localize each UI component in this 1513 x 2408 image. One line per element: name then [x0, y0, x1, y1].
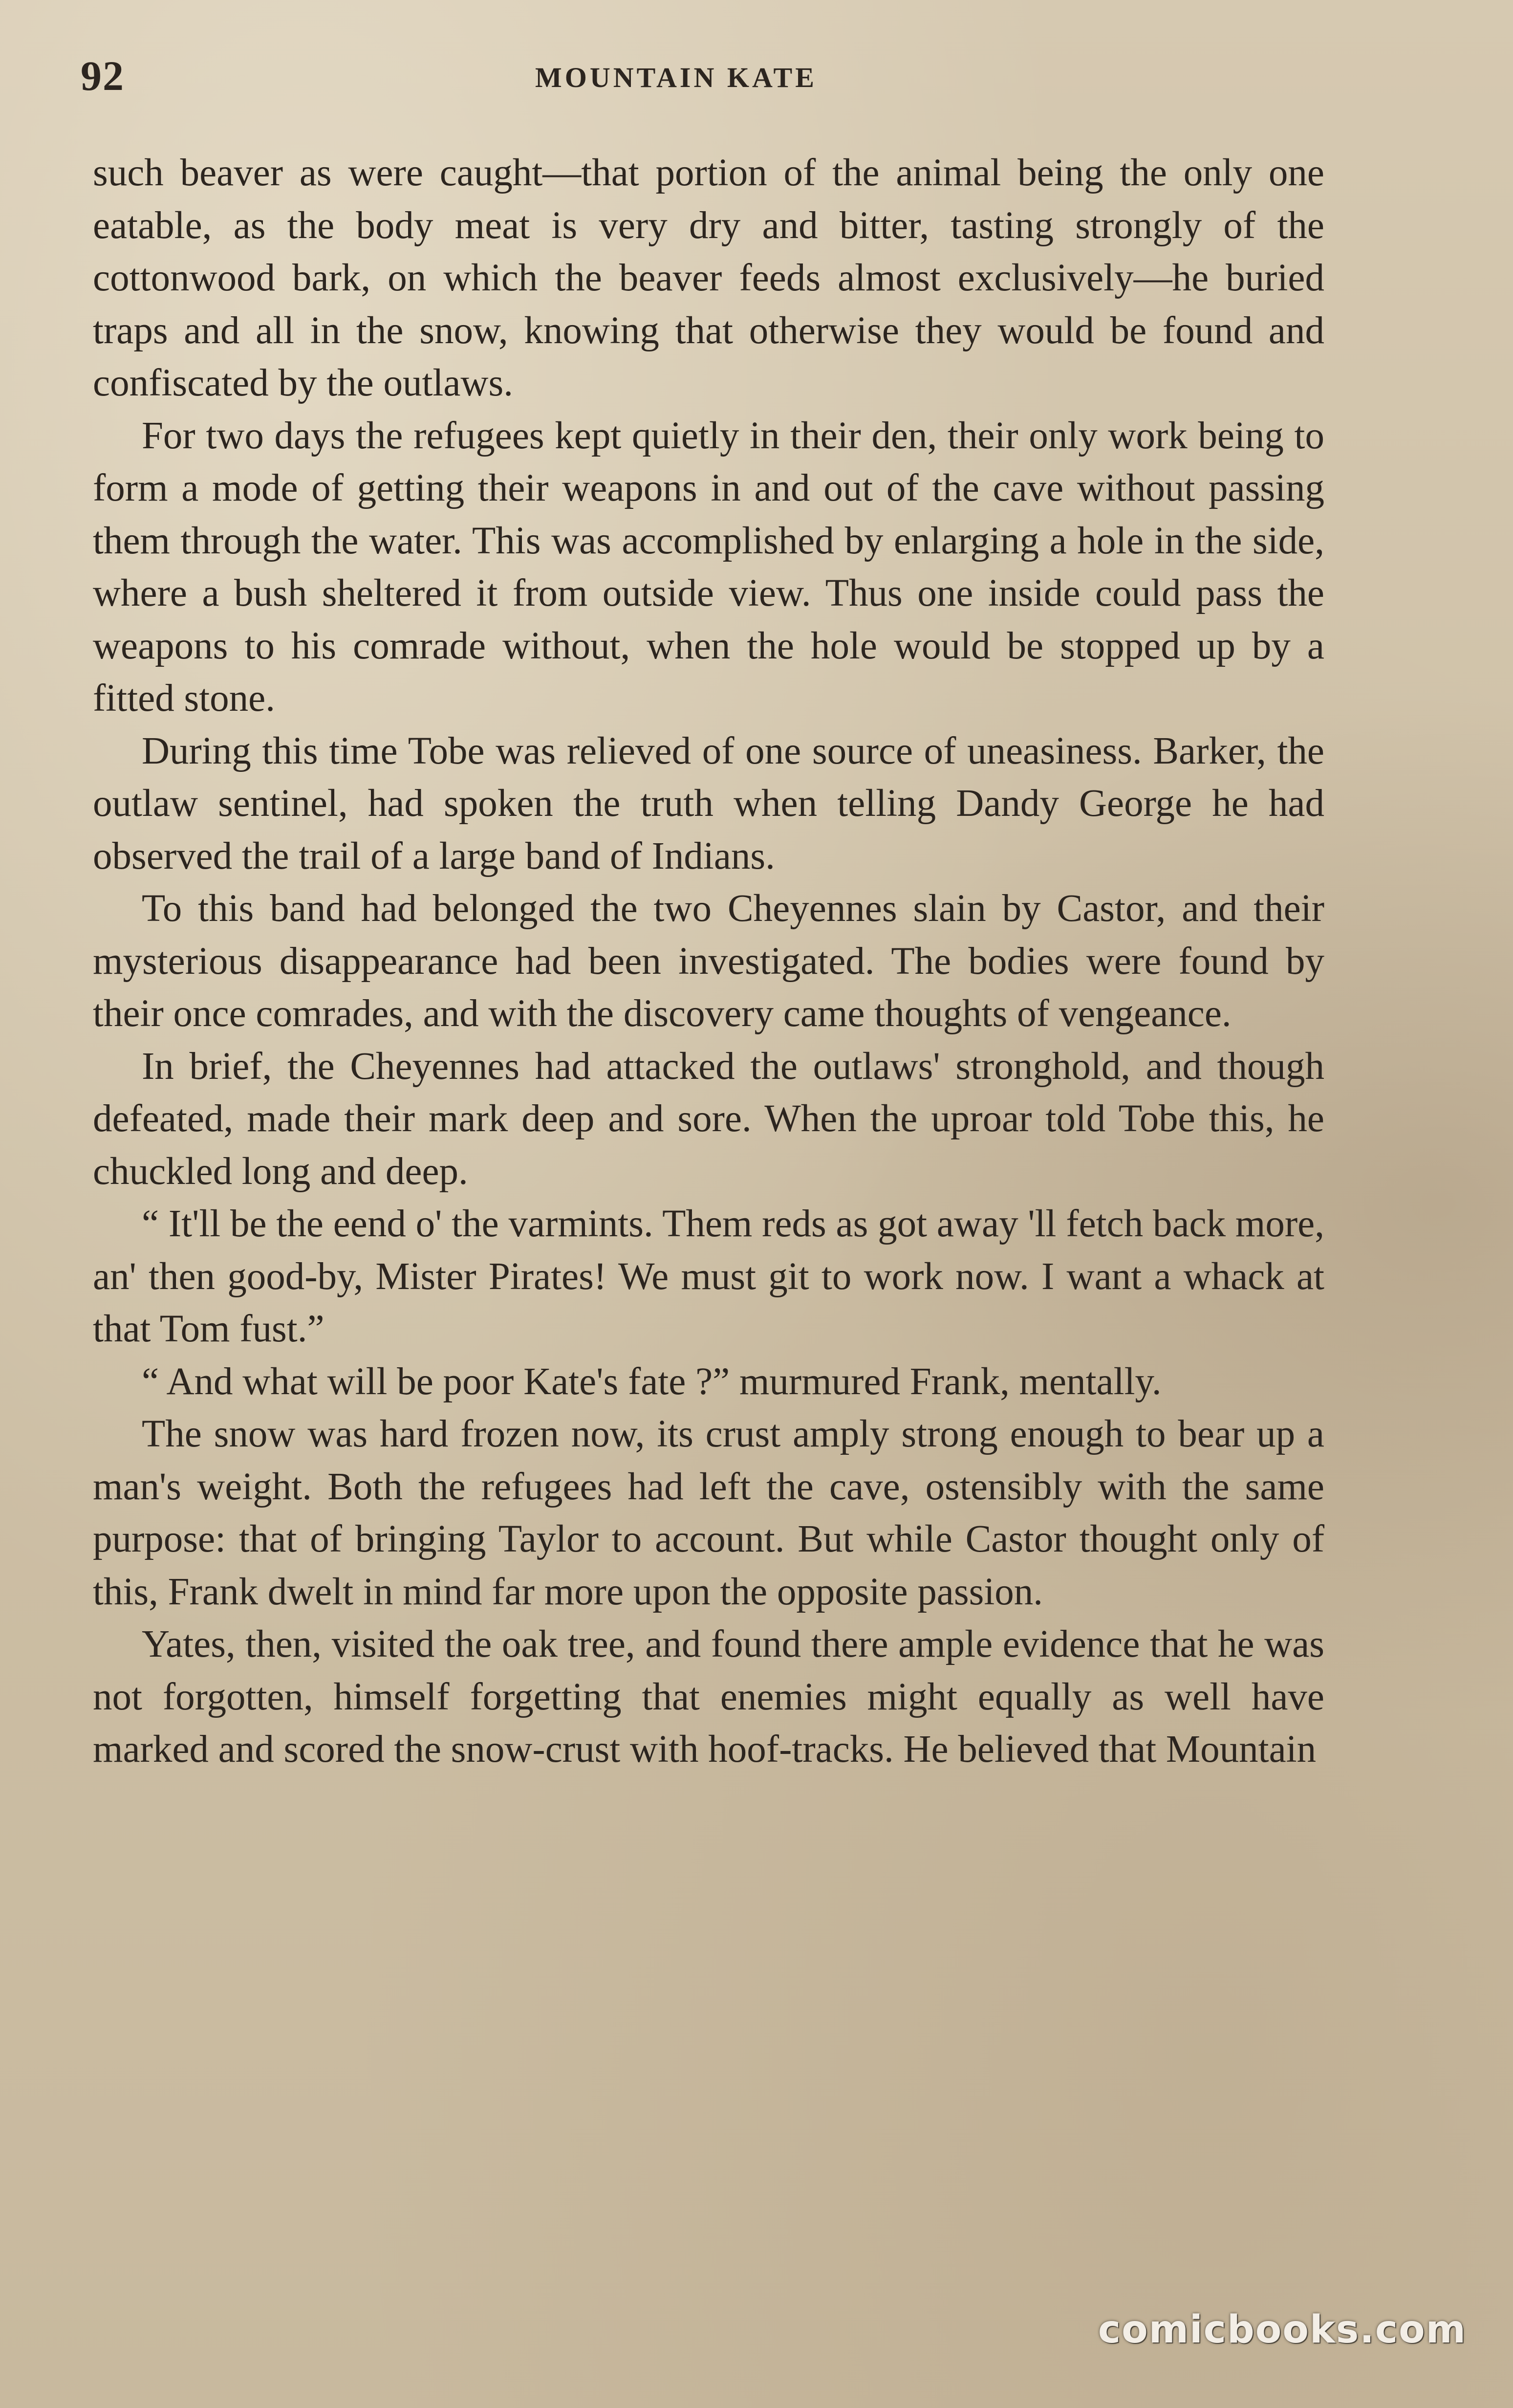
page-header: [81, 46, 1400, 115]
paragraph-8: The snow was hard frozen now, its crust amply strong enough to bear up a man's weight. Both the refugees had left the cave, ostensibly with the same purpose: that of bringing Taylor to account. But while Castor thought only of this, Frank dwelt in mind far more upon the opposite passion.: [93, 1413, 1324, 1613]
paragraph-4: To this band had belonged the two Cheyennes slain by Castor, and their mysterious disappearance had been investigated. The bodies were found by their once comrades, and with the discovery came thoughts of vengeance.: [93, 887, 1324, 1035]
paragraph-1: such beaver as were caught—that portion of the animal being the only one eatable, as the body meat is very dry and bitter, tasting strongly of the cottonwood bark, on which the beaver feeds almost exclusively—he buried traps and all in the snow, knowing that otherwise they would be found and confiscated by the outlaws.: [93, 152, 1324, 404]
body-text: [93, 147, 1324, 1776]
paragraph-5: In brief, the Cheyennes had attacked the outlaws' stronghold, and though defeated, made their mark deep and sore. When the uproar told Tobe this, he chuckled long and deep.: [93, 1045, 1324, 1193]
paragraph-6: “ It'll be the eend o' the varmints. Them reds as got away 'll fetch back more, an' then good-by, Mister Pirates! We must git to work now. I want a whack at that Tom fust.”: [93, 1203, 1324, 1350]
paragraph-7: “ And what will be poor Kate's fate ?” murmured Frank, mentally.: [142, 1360, 1162, 1403]
page-number: 92: [81, 52, 125, 99]
paragraph-2: For two days the refugees kept quietly in their den, their only work being to form a mode of getting their weapons in and out of the cave without passing them through the water. This was accomplished by enlarging a hole in the side, where a bush sheltered it from outside view. Thus one inside could pass the weapons to his comrade without, when the hole would be stopped up by a fitted stone.: [93, 414, 1324, 720]
paragraph-9: Yates, then, visited the oak tree, and found there ample evidence that he was not forgotten, himself forgetting that enemies might equally as well have marked and scored the snow-crust with hoof-tracks. He believed that Mountain: [93, 1623, 1324, 1771]
watermark: comicbooks.com: [1098, 2308, 1467, 2352]
paragraph-3: During this time Tobe was relieved of one source of uneasiness. Barker, the outlaw sentinel, had spoken the truth when telling Dandy George he had observed the trail of a large band of Indians.: [93, 729, 1324, 877]
running-title: MOUNTAIN KATE: [535, 62, 817, 93]
